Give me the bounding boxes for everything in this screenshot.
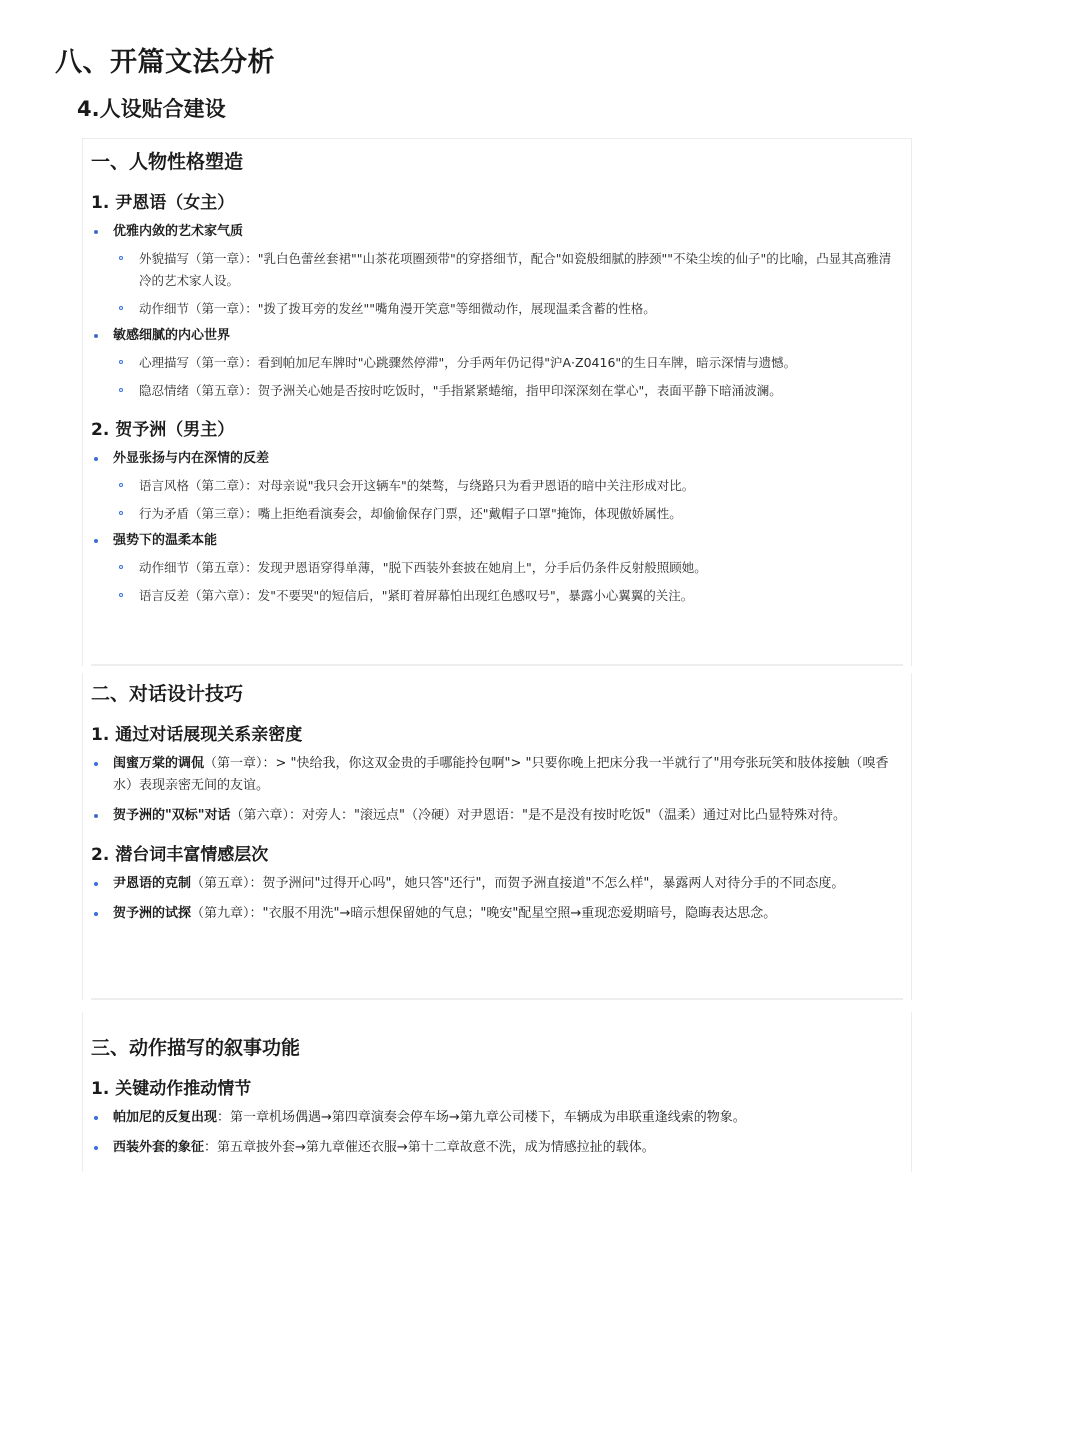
section-card-character (82, 138, 912, 666)
section-title-dialogue: 二、对话设计技巧 (91, 683, 244, 705)
list-item: 贺予洲的"双标"对话（第六章）：对旁人："滚远点"（冷硬）对尹恩语："是不是没有按时吃饭"（温柔）通过对比凸显特殊对待。 (91, 805, 903, 827)
subsection-title-hero: 2. 贺予洲（男主） (91, 420, 235, 440)
section-title-character: 一、人物性格塑造 (91, 151, 244, 173)
trait-heading: 敏感细腻的内心世界 (91, 325, 903, 347)
trait-heading: 外显张扬与内在深情的反差 (91, 448, 903, 470)
page-heading: 八、开篇文法分析 (55, 47, 275, 78)
section-card-dialogue (82, 673, 912, 1000)
list-item: 帕加尼的反复出现：第一章机场偶遇→第四章演奏会停车场→第九章公司楼下，车辆成为串联重逢线索的物象。 (91, 1107, 903, 1129)
list-item: 尹恩语的克制（第五章）：贺予洲问"过得开心吗"，她只答"还行"，而贺予洲直接道"不怎么样"，暴露两人对待分手的不同态度。 (91, 873, 903, 895)
trait-detail: 动作细节（第五章）：发现尹恩语穿得单薄，"脱下西装外套披在她肩上"，分手后仍条件反射般照顾她。 (91, 557, 903, 579)
section-card-action (82, 1012, 912, 1172)
trait-heading: 优雅内敛的艺术家气质 (91, 221, 903, 243)
trait-detail: 语言反差（第六章）：发"不要哭"的短信后，"紧盯着屏幕怕出现红色感叹号"，暴露小心翼翼的关注。 (91, 585, 903, 607)
list-item: 闺蜜万棠的调侃（第一章）：> "快给我，你这双金贵的手哪能拎包啊"> "只要你晚上把床分我一半就行了"用夸张玩笑和肢体接触（嗅香水）表现亲密无间的友谊。 (91, 753, 903, 797)
page-subheading: 4.人设贴合建设 (77, 97, 226, 121)
trait-detail: 动作细节（第一章）："拨了拨耳旁的发丝""嘴角漫开笑意"等细微动作，展现温柔含蓄的性格。 (91, 298, 903, 320)
trait-detail: 语言风格（第二章）：对母亲说"我只会开这辆车"的桀骜，与绕路只为看尹恩语的暗中关注形成对比。 (91, 475, 903, 497)
section-title-action: 三、动作描写的叙事功能 (91, 1037, 301, 1059)
trait-detail: 隐忍情绪（第五章）：贺予洲关心她是否按时吃饭时，"手指紧紧蜷缩，指甲印深深刻在掌心"，表面平静下暗涌波澜。 (91, 380, 903, 402)
subsection-title-plot: 1. 关键动作推动情节 (91, 1079, 252, 1099)
subsection-title-intimacy: 1. 通过对话展现关系亲密度 (91, 725, 303, 745)
subsection-title-subtext: 2. 潜台词丰富情感层次 (91, 845, 269, 865)
trait-heading: 强势下的温柔本能 (91, 530, 903, 552)
divider (91, 998, 903, 1000)
subsection-title-heroine: 1. 尹恩语（女主） (91, 193, 235, 213)
trait-detail: 外貌描写（第一章）："乳白色蕾丝套裙""山茶花项圈颈带"的穿搭细节，配合"如瓷般细腻的脖颈""不染尘埃的仙子"的比喻，凸显其高雅清冷的艺术家人设。 (91, 248, 903, 292)
list-item: 贺予洲的试探（第九章）："衣服不用洗"→暗示想保留她的气息；"晚安"配星空照→重现恋爱期暗号，隐晦表达思念。 (91, 903, 903, 925)
trait-detail: 心理描写（第一章）：看到帕加尼车牌时"心跳骤然停滞"，分手两年仍记得"沪A·Z0416"的生日车牌，暗示深情与遗憾。 (91, 352, 903, 374)
trait-detail: 行为矛盾（第三章）：嘴上拒绝看演奏会，却偷偷保存门票，还"戴帽子口罩"掩饰，体现傲娇属性。 (91, 503, 903, 525)
divider (91, 664, 903, 666)
list-item: 西装外套的象征：第五章披外套→第九章催还衣服→第十二章故意不洗，成为情感拉扯的载体。 (91, 1137, 903, 1159)
